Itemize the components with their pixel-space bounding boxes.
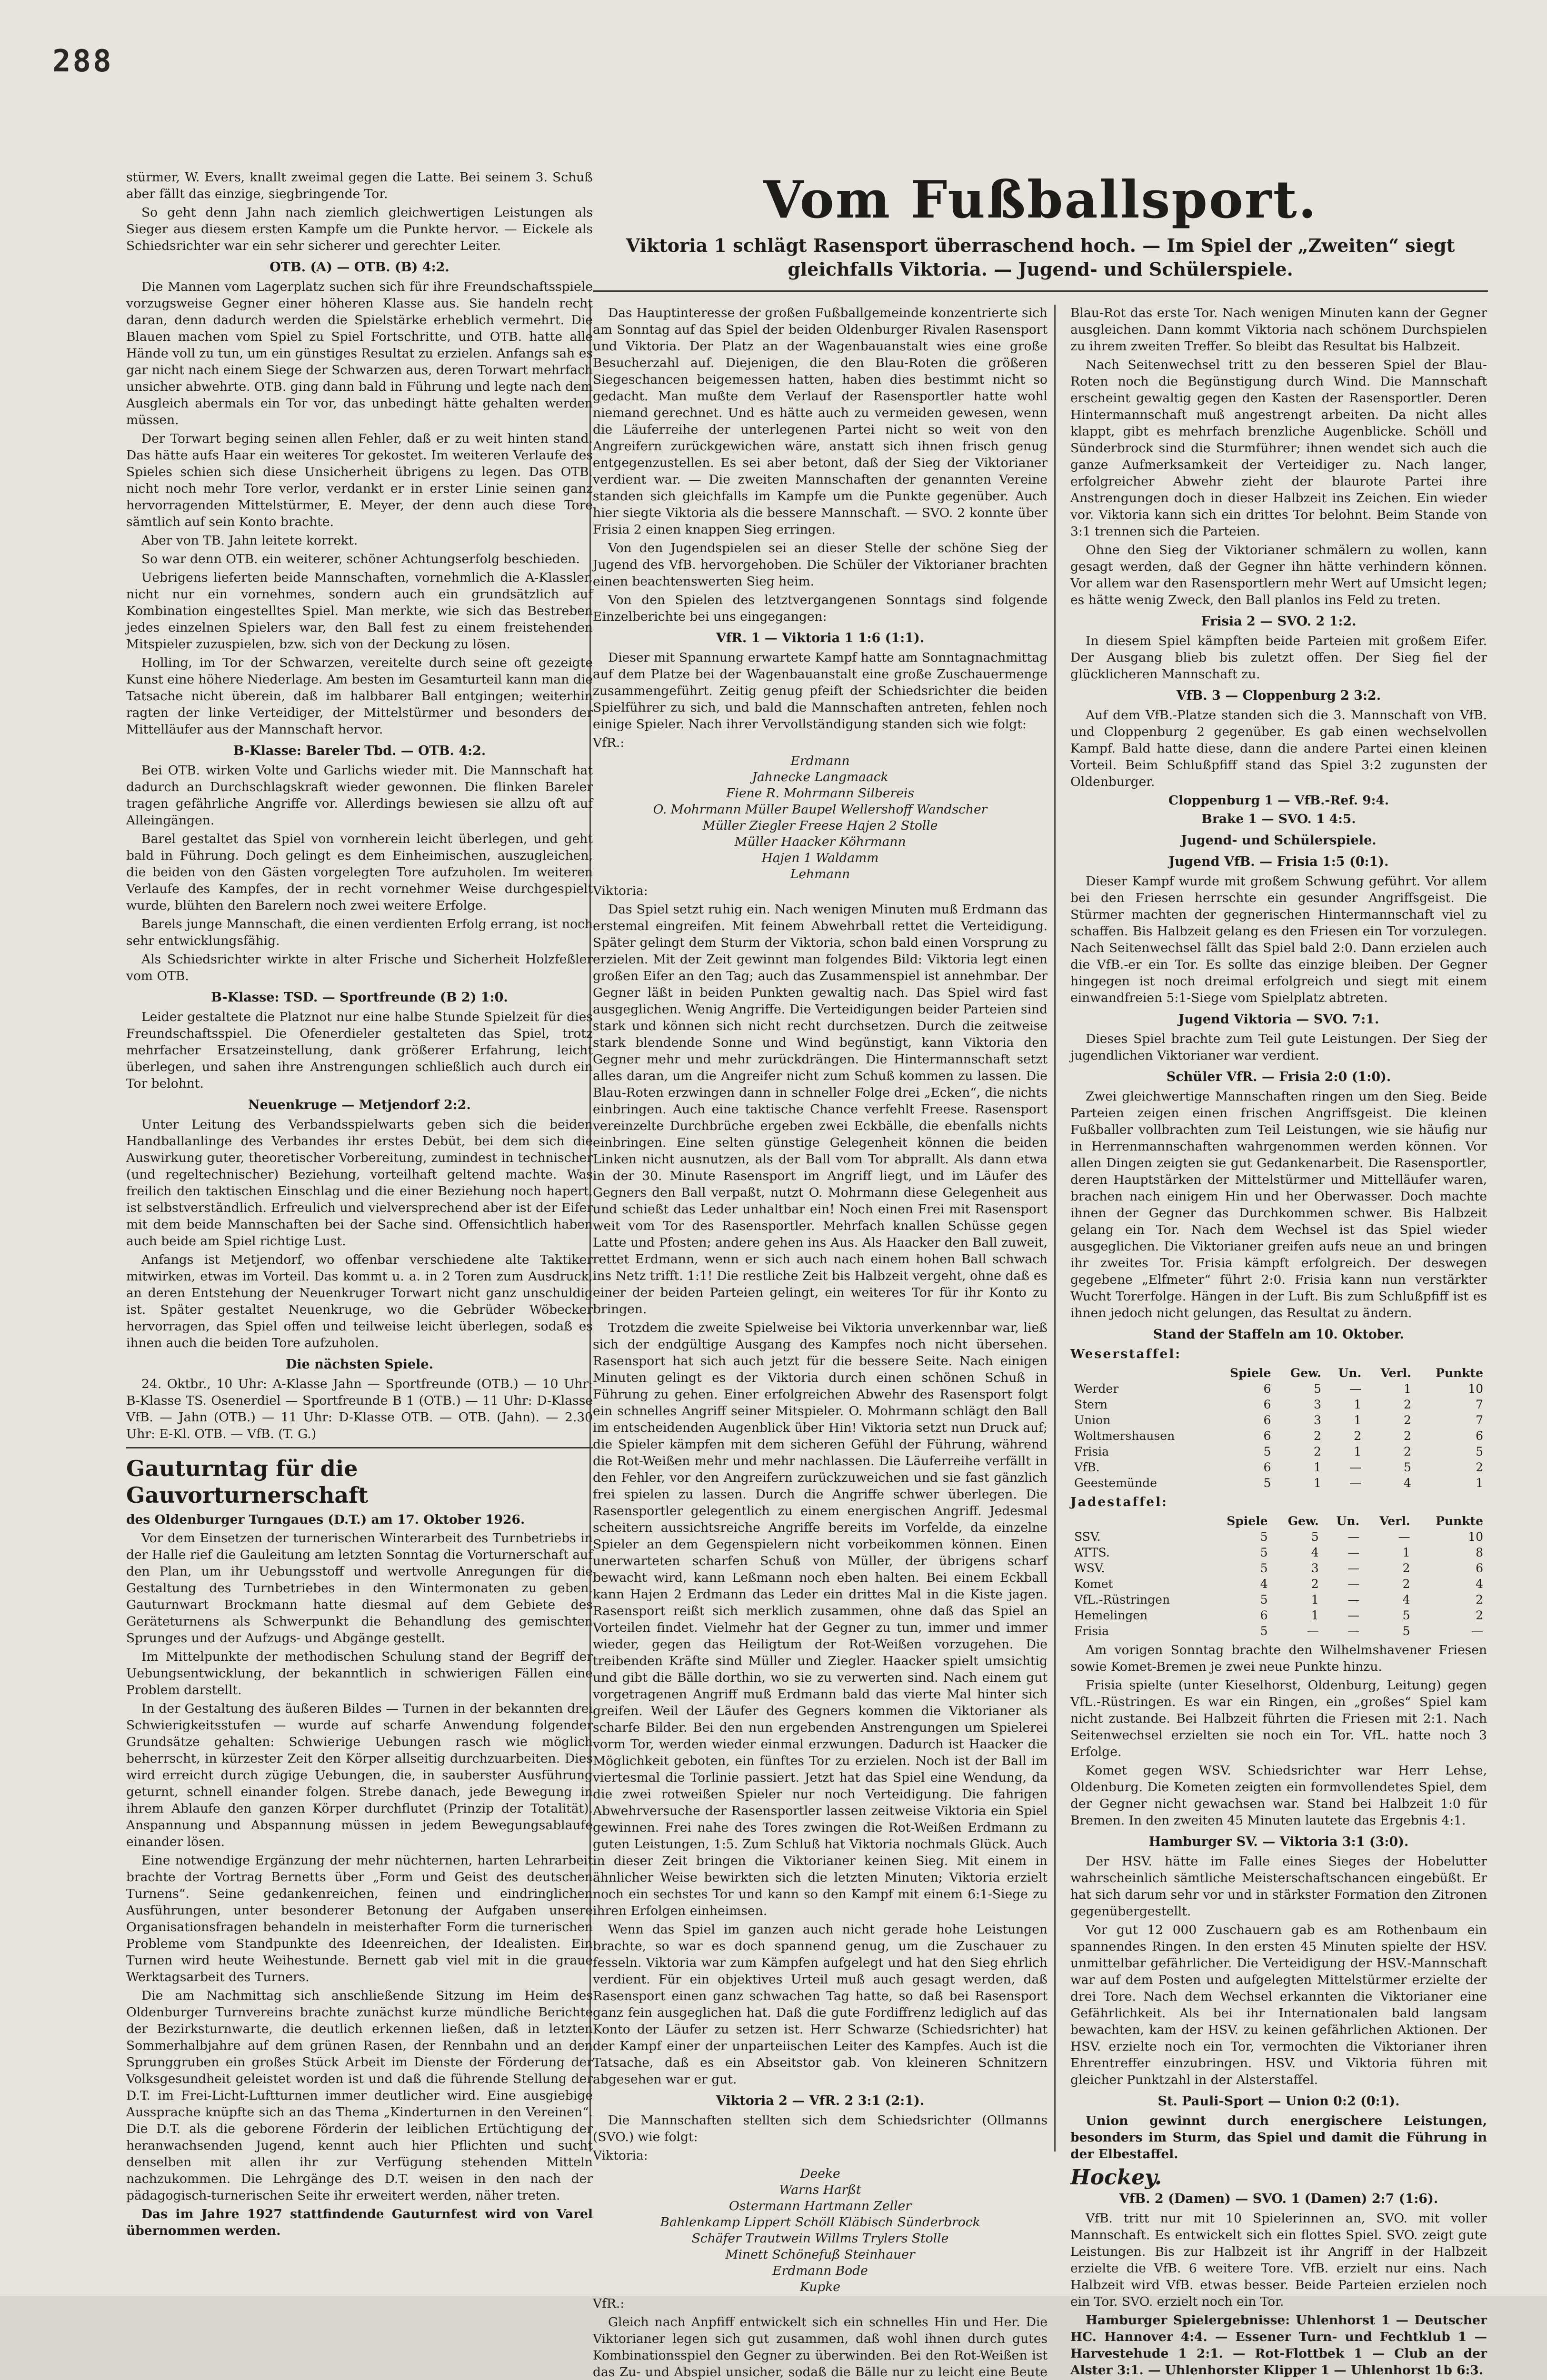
lineup-line: Deeke xyxy=(800,2166,840,2181)
standings-group-label: Weserstaffel: xyxy=(1070,1347,1182,1361)
table-cell: 10 xyxy=(1468,1530,1483,1544)
lineup-label: Viktoria: xyxy=(593,883,648,898)
standings-table-jade xyxy=(1070,1513,1487,1639)
lineup-line: Müller Haacker Köhrmann xyxy=(734,834,906,849)
team-name: Komet xyxy=(1074,1577,1113,1591)
table-cell: 4 xyxy=(1476,1577,1483,1591)
article-paragraph: stürmer, W. Evers, knallt zweimal gegen die Latte. Bei seinem 3. Schuß aber fällt das einzige, siegbringende Tor. xyxy=(126,170,593,201)
hockey-title: Hockey. xyxy=(1070,2165,1162,2190)
match-heading: VfB. 2 (Damen) — SVO. 1 (Damen) 2:7 (1:6). xyxy=(1119,2192,1438,2206)
table-cell: 1 xyxy=(1476,1476,1483,1490)
standings-header-cell: Verl. xyxy=(1380,1366,1411,1380)
article-paragraph: Vor dem Einsetzen der turnerischen Winterarbeit des Turnbetriebs in der Halle rief die Gauleitung am letzten Sonntag die Vorturnerschaft auf den Plan, um ihr Uebungsstoff und wertvolle Anregungen für die Gestaltung des Turnbetriebes in den Wintermonaten zu geben. Gauturnwart Brockmann hatte diesmal auf dem Gebiete des Geräteturnens als Schwerpunkt die Behandlung des gemischten Sprunges und der Aufzugs- und Abgänge gestellt. xyxy=(126,1531,593,1646)
article-paragraph: Dieser mit Spannung erwartete Kampf hatte am Sonntagnachmittag auf dem Platze bei der Wagenbauanstalt eine große Zuschauermenge zusammengeführt. Zeitig genug pfeift der Schiedsrichter die beiden Spielführer zu sich, und bald die Mannschaften antreten, fehlen noch einige Spieler. Nach ihrer Vervollständigung standen sich wie folgt: xyxy=(593,650,1048,732)
article-paragraph: Der Torwart beging seinen allen Fehler, daß er zu weit hinten stand. Das hätte aufs Haar ein weiteres Tor gekostet. Im weiteren Verlaufe des Spieles schien sich diese Unsicherheit übrigens zu legen. Das OTB. nicht noch mehr Tore verlor, verdankt er in erster Linie seinen ganz hervorragenden Mittelstürmer, E. Meyer, der denn auch diese Tore sämtlich auf sein Konto brachte. xyxy=(126,431,593,529)
standings-header-cell: Un. xyxy=(1336,1514,1360,1528)
column-left xyxy=(126,169,593,2241)
table-cell: 4 xyxy=(1260,1577,1268,1591)
lineup-line: Hajen 1 Waldamm xyxy=(761,851,879,865)
table-cell: 6 xyxy=(1263,1413,1271,1427)
table-cell: — xyxy=(1347,1608,1360,1622)
article-paragraph: Vor gut 12 000 Zuschauern gab es am Rothenbaum ein spannendes Ringen. In den ersten 45 Minuten spielte der HSV. unmittelbar gefährlicher. Die Verteidigung der HSV.-Mannschaft war auf dem Posten und aufgelegten Mittelstürmer erzielte der drei Tore. Nach dem Wechsel erkannten die Viktorianer eine Gefährlichkeit. Als bei ihr Internationalen bald langsam bewachten, kam der HSV. zu keinen gefährlichen Aktionen. Der HSV. erzielte noch ein Tor, vermochten die Viktorianer ihren Ehrentreffer einzubringen. HSV. und Viktoria führen mit gleicher Punktzahl in der Alsterstaffel. xyxy=(1070,1923,1487,2087)
table-cell: 2 xyxy=(1402,1561,1410,1575)
article-paragraph: VfB. tritt nur mit 10 Spielerinnen an, SVO. mit voller Mannschaft. Es entwickelt sich ein flottes Spiel. SVO. zeigt gute Leistungen. Bis zur Halbzeit ist ihr Angriff in der Halbzeit erzielte die VfB. 6 weitere Tore. VfB. erzielt nur eins. Nach Halbzeit wird VfB. etwas besser. Beide Parteien erzielen noch ein Tor. SVO. erzielt noch ein Tor. xyxy=(1070,2211,1487,2309)
standings-header-cell: Gew. xyxy=(1290,1366,1321,1380)
table-row xyxy=(1070,1475,1487,1491)
masthead-rule xyxy=(593,290,1488,292)
article-paragraph: Barels junge Mannschaft, die einen verdienten Erfolg errang, ist noch sehr entwicklungsfähig. xyxy=(126,917,593,948)
match-heading: Hamburger SV. — Viktoria 3:1 (3:0). xyxy=(1148,1835,1409,1849)
article-subtitle: des Oldenburger Turngaues (D.T.) am 17. Oktober 1926. xyxy=(126,1512,525,1527)
table-cell: 2 xyxy=(1476,1460,1483,1474)
standings-table-weser xyxy=(1070,1365,1487,1491)
article-paragraph: Gleich nach Anpfiff entwickelt sich ein schnelles Hin und Her. Die Viktorianer legen sich gut zusammen, daß wohl ihnen durch gutes Kombinationsspiel den Gegner zu überwinden. Bei den Rot-Weißen ist das Zu- und Abspiel unsicher, sodaß die Bälle nur zu leicht eine Beute xyxy=(593,2315,1048,2380)
article-paragraph: Wenn das Spiel im ganzen auch nicht gerade hohe Leistungen brachte, so war es doch spannend genug, um die Zuschauer zu fesseln. Viktoria war zum Kämpfen aufgelegt und hat den Sieg ehrlich verdient. Für ein objektives Urteil muß auch gesagt werden, daß Rasensport einen ganz schwachen Tag hatte, so daß bei Rasensport ganz fein ausgeglichen hat. Daß die gute Fordiffrenz lediglich auf das Konto der Läufer zu setzen ist. Herr Schwarze (Schiedsrichter) hat der Kampf einer der unparteiischen Leiter des Kampfes. Auch ist die Tatsache, daß es ein Abseitstor gab. Von kleineren Schnitzern abgesehen war er gut. xyxy=(593,1922,1048,2087)
lineup-line: Warns Harßt xyxy=(779,2182,861,2197)
standings-header-cell: Punkte xyxy=(1436,1514,1483,1528)
match-heading: OTB. (A) — OTB. (B) 4:2. xyxy=(269,260,449,275)
lineup-line: Erdmann Bode xyxy=(772,2263,868,2278)
team-name: Frisia xyxy=(1074,1624,1109,1638)
table-cell: 3 xyxy=(1313,1398,1321,1411)
table-cell: — xyxy=(1349,1476,1362,1490)
article-paragraph: Das im Jahre 1927 stattfindende Gauturnfest wird von Varel übernommen werden. xyxy=(126,2207,593,2238)
match-heading: Schüler VfR. — Frisia 2:0 (1:0). xyxy=(1166,1070,1391,1084)
match-heading: Frisia 2 — SVO. 2 1:2. xyxy=(1201,614,1357,629)
table-row xyxy=(1070,1529,1487,1545)
table-cell: 2 xyxy=(1354,1429,1362,1443)
team-name: ATTS. xyxy=(1074,1546,1110,1559)
article-paragraph: Das Spiel setzt ruhig ein. Nach wenigen Minuten muß Erdmann das erstemal eingreifen. Mit feinem Abwehrball rettet die Verteidigung. Später gelingt dem Sturm der Viktoria, schon bald einen Vorsprung zu erzielen. Mit der Zeit gewinnt man folgendes Bild: Viktoria legt einen großen Eifer an den Tag; auch das Zusammenspiel ist annehmbar. Der Gegner läßt in beiden Punkten gewaltig nach. Das Spiel wird fast ausgeglichen. Wenig Angriffe. Die Verteidigungen beider Parteien sind stark und können sich nicht recht durchsetzen. Durch die zeitweise stark blendende Sonne und Wind begünstigt, kann Viktoria den Gegner mehr und mehr zurückdrängen. Die Hintermannschaft setzt alles daran, um die Angreifer nicht zum Schuß kommen zu lassen. Die Blau-Roten erzwingen dann in schneller Folge drei „Ecken“, die nichts einbringen. Auch eine taktische Chance verfehlt Freese. Rasensport vereinzelte Durchbrüche ergeben zwei Eckbälle, die ebenfalls nichts einbringen. Eine selten günstige Gelegenheit können die beiden Linken nicht ausnutzen, als der Ball vom Tor abprallt. Als dann etwa in der 30. Minute Rasensport im Angriff liegt, und im Läufer des Gegners den Ball verpaßt, nutzt O. Mohrmann diese Gelegenheit aus und schießt das Leder unhaltbar ein! Noch einen Frei mit Rasensport weit vom Tor des Rasensportler. Mehrfach knallen Schüsse gegen Latte und Pfosten; andere gehen ins Aus. Als Haacker den Ball zuweit, rettet Erdmann, wenn er sich auch nach einem hohen Ball schwach ins Netz trifft. 1:1! Die restliche Zeit bis Halbzeit vergeht, ohne daß es einer der beiden Parteien gelingt, ein weiteres Tor für ihr Konto zu bringen. xyxy=(593,902,1048,1317)
table-cell: 2 xyxy=(1313,1445,1321,1458)
table-cell: — xyxy=(1349,1382,1362,1396)
lineup-line: Müller Ziegler Freese Hajen 2 Stolle xyxy=(702,818,938,833)
match-heading: VfR. 1 — Viktoria 1 1:6 (1:1). xyxy=(716,631,925,645)
lineup-line: Lehmann xyxy=(790,867,850,882)
table-cell: — xyxy=(1347,1546,1360,1559)
match-heading: B-Klasse: TSD. — Sportfreunde (B 2) 1:0. xyxy=(211,990,508,1005)
table-cell: 5 xyxy=(1311,1530,1319,1544)
table-cell: 5 xyxy=(1260,1593,1268,1606)
lineup-line: Ostermann Hartmann Zeller xyxy=(729,2199,911,2213)
table-cell: 1 xyxy=(1403,1382,1411,1396)
article-paragraph: Das Hauptinteresse der großen Fußballgemeinde konzentrierte sich am Sonntag auf das Spiel der beiden Oldenburger Rivalen Rasensport und Viktoria. Der Platz an der Wagenbauanstalt wies eine große Besucherzahl auf. Diejenigen, die den Blau-Roten die größeren Siegeschancen beigemessen hatten, haben dies bestimmt nicht so gedacht. Man mußte dem Verlauf der Rasensportler hatte wohl niemand gerechnet. Und es hätte auch zu vermeiden gewesen, wenn die Läuferreihe der unterlegenen Partei nicht so weit von den Angreifern zurückgewichen wäre, anstatt sich ihnen frisch genug entgegenzustellen. Es sei aber betont, daß der Sieg der Viktorianer verdient war. — Die zweiten Mannschaften der genannten Vereine standen sich gleichfalls im Kampfe um die Punkte gegenüber. Auch hier siegte Viktoria als die bessere Mannschaft. — SVO. 2 konnte über Frisia 2 einen knappen Sieg erringen. xyxy=(593,306,1048,537)
table-row xyxy=(1070,1444,1487,1459)
team-name: VfL.-Rüstringen xyxy=(1074,1593,1170,1606)
standings-header-cell: Un. xyxy=(1338,1366,1362,1380)
table-cell: 6 xyxy=(1476,1429,1483,1443)
article-paragraph: Dieser Kampf wurde mit großem Schwung geführt. Vor allem bei den Friesen herrschte ein gesunder Angriffsgeist. Die Stürmer machten der gegnerischen Hintermannschaft viel zu schaffen. Bis Halbzeit gelang es den Friesen ein Tor vorzulegen. Nach Seitenwechsel fällt das Spiel bald 2:0. Dann erzielen auch die VfB.-er ein Tor. Es sollte das einzige bleiben. Der Gegner hingegen ist noch dreimal erfolgreich und siegt mit einem einwandfreien 5:1-Siege vom Spielplatz abtreten. xyxy=(1070,874,1487,1005)
lineup-line: Minett Schönefuß Steinhauer xyxy=(725,2247,915,2262)
table-cell: 1 xyxy=(1354,1398,1362,1411)
result-line: Cloppenburg 1 — VfB.-Ref. 9:4. xyxy=(1168,793,1389,808)
lineup-block xyxy=(593,753,1048,883)
table-cell: 5 xyxy=(1402,1608,1410,1622)
standings-header-cell: Punkte xyxy=(1436,1366,1483,1380)
article-paragraph: Von den Jugendspielen sei an dieser Stelle der schöne Sieg der Jugend des VfB. hervorgehoben. Die Schüler der Viktorianer brachten einen beachtenswerten Sieg heim. xyxy=(593,541,1048,589)
team-name: Werder xyxy=(1074,1382,1119,1396)
table-cell: 6 xyxy=(1263,1398,1271,1411)
table-cell: 1 xyxy=(1313,1460,1321,1474)
table-cell: 5 xyxy=(1263,1476,1271,1490)
table-cell: 5 xyxy=(1313,1382,1321,1396)
table-cell: 1 xyxy=(1311,1608,1319,1622)
article-paragraph: Aber von TB. Jahn leitete korrekt. xyxy=(141,533,358,548)
team-name: VfB. xyxy=(1074,1460,1100,1474)
table-row xyxy=(1070,1592,1487,1607)
result-line: Brake 1 — SVO. 1 4:5. xyxy=(1201,812,1356,826)
team-name: Stern xyxy=(1074,1398,1108,1411)
match-heading: Viktoria 2 — VfR. 2 3:1 (2:1). xyxy=(716,2093,925,2108)
table-row xyxy=(1070,1397,1487,1412)
article-paragraph: Holling, im Tor der Schwarzen, vereitelte durch seine oft gezeigte Kunst eine höhere Niederlage. Am besten im Gesamturteil kann man die Tatsache nicht überein, daß im halbbarer Ball entgingen; weiterhin ragten der linke Verteidiger, der Mittelstürmer und besonders der Mittelläufer aus der Mannschaft hervor. xyxy=(126,655,593,737)
article-paragraph: Die Mannen vom Lagerplatz suchen sich für ihre Freundschaftsspiele vorzugsweise Gegner einer höheren Klasse aus. Sie handeln recht daran, denn dadurch werden die Spielstärke erheblich vermehrt. Die Blauen machen vom Spiel zu Spiel Fortschritte, und OTB. hatte alle Hände voll zu tun, um ein günstiges Resultat zu erzielen. Anfangs sah es gar nicht nach einem Siege der Schwarzen aus, deren Torwart mehrfach unsicher abwehrte. OTB. ging dann bald in Führung und legte nach dem Ausgleich abermals ein Tor vor, das unbedingt hätte gehalten werden müssen. xyxy=(126,279,593,427)
table-cell: — xyxy=(1471,1624,1483,1638)
table-cell: 1 xyxy=(1313,1476,1321,1490)
article-paragraph: So geht denn Jahn nach ziemlich gleichwertigen Leistungen als Sieger aus diesem ersten Kampfe um die Punkte hervor. — Eickele als Schiedsrichter war ein sehr sicherer und gerechter Leiter. xyxy=(126,205,593,253)
match-heading: Neuenkruge — Metjendorf 2:2. xyxy=(248,1098,471,1112)
table-row xyxy=(1070,1545,1487,1560)
lineup-label: Viktoria: xyxy=(593,2148,648,2163)
article-paragraph: Komet gegen WSV. Schiedsrichter war Herr Lehse, Oldenburg. Die Kometen zeigten ein formvollendetes Spiel, dem der Gegner nicht gewachsen war. Stand bei Halbzeit 1:0 für Bremen. In den zweiten 45 Minuten lautete das Ergebnis 4:1. xyxy=(1070,1763,1487,1828)
table-cell: 6 xyxy=(1263,1460,1271,1474)
masthead-subtitle: Viktoria 1 schlägt Rasensport überraschend hoch. — Im Spiel der „Zweiten“ siegt gleichfalls Viktoria. — Jugend- und Schülerspiele. xyxy=(626,235,1455,280)
table-cell: 4 xyxy=(1402,1593,1410,1606)
article-paragraph: Zwei gleichwertige Mannschaften ringen um den Sieg. Beide Parteien zeigen einen frischen Angriffsgeist. Die kleinen Fußballer vollbrachten zum Teil Leistungen, wie sie häufig nur in Herrenmannschaften wahrgenommen werden können. Vor allen Dingen zeigten sie gut Gedankenarbeit. Die Rasensportler, deren Hauptstärken der Mittelstürmer und Mittelläufer waren, brachen nach einigem Hin und her Oberwasser. Doch machte ihnen der Gegner das Durchkommen schwer. Bis Halbzeit gelang ein Tor. Nach dem Wechsel ist das Spiel wieder ausgeglichen. Die Viktorianer greifen aufs neue an und bringen ihr zweites Tor. Frisia kämpft erfolgreich. Der deswegen gegebene „Elfmeter“ führt 2:0. Frisia kann nun verstärkter Wucht Torerfolge. Hängen in der Luft. Bis zum Schlußpfiff ist es ihnen jedoch nicht gelungen, das Resultat zu ändern. xyxy=(1070,1089,1487,1320)
article-paragraph: Eine notwendige Ergänzung der mehr nüchternen, harten Lehrarbeit brachte der Vortrag Bernetts über „Form und Geist des deutschen Turnens“. Seine gedankenreichen, feinen und eindringlichen Ausführungen, unter besonderer Betonung der Aufgaben unsere Organisationsfragen behandeln in meisterhafter Form die turnerischen Probleme vom Standpunkte des Ideenreichen, der Idealisten. Ein Turnen wird heute Weihestunde. Bernett gab viel mit in die graue Werktagsarbeit des Turners. xyxy=(126,1853,593,1984)
lineup-line: Fiene R. Mohrmann Silbereis xyxy=(726,786,914,801)
team-name: SSV. xyxy=(1074,1530,1101,1544)
standings-header-team xyxy=(1070,1513,1207,1529)
article-paragraph: 24. Oktbr., 10 Uhr: A-Klasse Jahn — Sportfreunde (OTB.) — 10 Uhr: B-Klasse TS. Osenerdiel — Sportfreunde B 1 (OTB.) — 11 Uhr: D-Klasse VfB. — Jahn (OTB.) — 11 Uhr: D-Klasse OTB. — OTB. (Jahn). — 2.30 Uhr: E-Kl. OTB. — VfB. (T. G.) xyxy=(126,1377,593,1441)
standings-header-cell: Spiele xyxy=(1230,1366,1271,1380)
table-cell: — xyxy=(1398,1530,1410,1544)
standings-heading: Stand der Staffeln am 10. Oktober. xyxy=(1153,1327,1404,1342)
section-heading: Jugend- und Schülerspiele. xyxy=(1181,833,1377,848)
article-paragraph: Anfangs ist Metjendorf, wo offenbar verschiedene alte Taktiker mitwirken, etwas im Vorteil. Das kommt u. a. in 2 Toren zum Ausdruck, an deren Entstehung der Neuenkruger Torwart nicht ganz unschuldig ist. Später gestaltet Neuenkruge, wo die Gebrüder Wöbecker hervorragen, das Spiel offen und teilweise leicht überlegen, sodaß es ihnen auch die beiden Tore aufzuholen. xyxy=(126,1252,593,1350)
table-row xyxy=(1070,1428,1487,1444)
table-cell: 2 xyxy=(1403,1429,1411,1443)
team-name: Woltmershausen xyxy=(1074,1429,1175,1443)
article-paragraph: Hamburger Spielergebnisse: Uhlenhorst 1 — Deutscher HC. Hannover 4:4. — Essener Turn- und Fechtklub 1 — Harvestehude 1 2:1. — Rot-Flottbek 1 — Club an der Alster 3:1. — Uhlenhorster Klipper 1 — Uhlenhorst 1b 6:3. xyxy=(1070,2313,1487,2378)
table-cell: 1 xyxy=(1402,1546,1410,1559)
table-cell: 2 xyxy=(1403,1445,1411,1458)
table-cell: 2 xyxy=(1476,1608,1483,1622)
table-cell: 4 xyxy=(1403,1476,1411,1490)
table-cell: — xyxy=(1347,1624,1360,1638)
table-cell: 6 xyxy=(1476,1561,1483,1575)
table-cell: — xyxy=(1347,1593,1360,1606)
table-cell: — xyxy=(1307,1624,1319,1638)
table-cell: — xyxy=(1347,1577,1360,1591)
article-paragraph: Der HSV. hätte im Falle eines Sieges der Hobelutter wahrscheinlich sämtliche Meisterschaftschancen eingebüßt. Er hat sich darum sehr vor und in stärkster Formation den Zitronen gegenübergestellt. xyxy=(1070,1854,1487,1919)
table-cell: 6 xyxy=(1260,1608,1268,1622)
standings-header-cell: Gew. xyxy=(1288,1514,1319,1528)
standings-body xyxy=(1070,1381,1487,1491)
lineup-line: Erdmann xyxy=(790,754,850,768)
table-cell: — xyxy=(1349,1460,1362,1474)
table-cell: 3 xyxy=(1311,1561,1319,1575)
lineup-label: VfR.: xyxy=(593,2296,625,2311)
match-heading: Jugend VfB. — Frisia 1:5 (0:1). xyxy=(1168,854,1389,869)
standings-header-row xyxy=(1070,1365,1487,1381)
table-cell: 2 xyxy=(1403,1398,1411,1411)
column-rule xyxy=(1054,305,1056,2152)
article-paragraph: Bei OTB. wirken Volte und Garlichs wieder mit. Die Mannschaft hat dadurch an Durchschlagskraft wieder gewonnen. Die flinken Bareler tragen gefährliche Angriffe vor. Allerdings bewiesen sie allzu oft auf Alleingängen. xyxy=(126,763,593,828)
standings-header-cell: Spiele xyxy=(1227,1514,1268,1528)
table-cell: 5 xyxy=(1263,1445,1271,1458)
article-paragraph: Blau-Rot das erste Tor. Nach wenigen Minuten kann der Gegner ausgleichen. Dann kommt Viktoria nach schönem Durchspielen zu ihrem zweiten Treffer. So bleibt das Resultat bis Halbzeit. xyxy=(1070,306,1487,354)
lineup-block xyxy=(593,2166,1048,2295)
article-paragraph: So war denn OTB. ein weiterer, schöner Achtungserfolg beschieden. xyxy=(141,552,580,566)
table-cell: 5 xyxy=(1260,1546,1268,1559)
lineup-line: O. Mohrmann Müller Baupel Wellershoff Wandscher xyxy=(653,802,988,817)
team-name: WSV. xyxy=(1074,1561,1105,1575)
lineup-line: Bahlenkamp Lippert Schöll Kläbisch Sünderbrock xyxy=(660,2215,980,2230)
table-row xyxy=(1070,1623,1487,1639)
table-cell: 2 xyxy=(1313,1429,1321,1443)
lineup-line: Jahnecke Langmaack xyxy=(752,770,888,784)
section-rule xyxy=(126,1447,593,1448)
article-paragraph: Unter Leitung des Verbandsspielwarts geben sich die beiden Handballanlinge des Verbandes ihr erstes Debüt, bei dem sich die Auswirkung guter, theoretischer Vorbereitung, zumindest in technischer (und regeltechnischer) Beziehung, vorteilhaft geltend machte. Was freilich den taktischen Einschlag und die einer Beziehung noch hapert, ist selbstverständlich. Erfreulich und vielversprechend aber ist der Eifer mit dem beide Mannschaften bei der Sache sind. Offensichtlich haben auch beide am Spiel richtige Lust. xyxy=(126,1117,593,1249)
table-cell: 10 xyxy=(1468,1382,1483,1396)
table-cell: 8 xyxy=(1476,1546,1483,1559)
match-heading: VfB. 3 — Cloppenburg 2 3:2. xyxy=(1176,688,1381,703)
table-cell: 2 xyxy=(1402,1577,1410,1591)
table-cell: 3 xyxy=(1313,1413,1321,1427)
article-paragraph: Nach Seitenwechsel tritt zu den besseren Spiel der Blau-Roten noch die Begünstigung durch Wind. Die Mannschaft erscheint gewaltig gegen den Kasten der Rasensportler. Deren Hintermannschaft muß angestrengt arbeiten. Da nicht alles klappt, gibt es mehrfach brenzliche Augenblicke. Schöll und Sünderbrock sind die Sturmführer; ihnen wendet sich auch die ganze Aufmerksamkeit der Verteidiger zu. Nach langer, erfolgreicher Abwehr zieht der blaurote Partei ihre Anstrengungen doch in dieser Halbzeit ins Zeichen. Ein wieder vor. Viktoria kann sich ein drittes Tor belohnt. Beim Stande von 3:1 trennen sich die Parteien. xyxy=(1070,357,1487,539)
table-cell: 5 xyxy=(1260,1530,1268,1544)
table-cell: 5 xyxy=(1403,1460,1411,1474)
table-row xyxy=(1070,1576,1487,1592)
article-paragraph: Auf dem VfB.-Platze standen sich die 3. Mannschaft von VfB. und Cloppenburg 2 gegenüber. Es gab einen wechselvollen Kampf. Bald hatte diese, dann die andere Partei einen kleinen Vorteil. Beim Schlußpfiff stand das Spiel 3:2 zugunsten der Oldenburger. xyxy=(1070,708,1487,789)
table-cell: 2 xyxy=(1403,1413,1411,1427)
page-number: 288 xyxy=(52,44,113,79)
masthead xyxy=(593,169,1488,281)
standings-header-row xyxy=(1070,1513,1487,1529)
table-cell: 4 xyxy=(1311,1546,1319,1559)
article-paragraph: Trotzdem die zweite Spielweise bei Viktoria unverkennbar war, ließ sich der endgültige Ausgang des Kampfes noch nicht übersehen. Rasensport hat sich auch jetzt für die bessere Seite. Nach einigen Minuten gelingt es der Viktoria durch einen schönen Schuß in Führung zu gehen. Einer erfolgreichen Abwehr des Rasensport folgt ein schnelles Angriff seiner Mitspieler. O. Mohrmann schlägt den Ball im entscheidenden Augenblick über Hin! Viktoria setzt nun Druck auf; die Spieler kämpfen mit dem sicheren Gefühl der Führung, während die Rot-Weißen mehr und mehr nachlassen. Die Läuferreihe verfällt in den Fehler, vor den Angreifern zurückzuweichen und sie fast gänzlich frei spielen zu lassen. Durch die Angriffe schwer überlegen. Die Rasensportler gelegentlich zu einem energischen Angriff. Jedesmal scheitern aussichtsreiche Angriffe bereits im Vorfelde, da einzelne Spieler an dem Gegenspielern nicht vorbeikommen können. Einen unerwarteten scharfen Schuß von Müller, der übrigens scharf bewacht wird, kann Leßmann noch eben halten. Bei einem Eckball kann Hajen 2 Erdmann das Leder ein drittes Mal in die Kiste jagen. Rasensport reißt sich merklich zusammen, ohne daß das Spiel an Vorteilen findet. Vielmehr hat der Gegner zu tun, immer und immer wieder, gegen das Heiligtum der Rot-Weißen vorzugehen. Die treibenden Kräfte sind Müller und Ziegler. Haacker spielt umsichtig und gibt die Bälle dorthin, wo sie zu verwerten sind. Nach einem gut vorgetragenen Angriff muß Erdmann bald das vierte Mal hinter sich greifen. Weil der Läufer des Gegners kommen die Viktorianer als scharfe Bilder. Bei den nun ergebenden Anstrengungen um Spielerei vorm Tor, werden wieder einmal erzwungen. Dadurch ist Haacker die Möglichkeit geboten, ein fünftes Tor zu erzielen. Noch ist der Ball im viertesmal die Torlinie passiert. Jetzt hat das Spiel eine Wendung, da die zwei rotweißen Spieler nur noch Verteidigung. Die fahrigen Abwehrversuche der Rasensportler lassen zeitweise Viktoria ein Spiel gewinnen. Frei nahe des Tores zwingen die Rot-Weißen Erdmann zu guten Leistungen, 1:5. Zum Schluß hat Viktoria nochmals Glück. Auch in dieser Zeit bringen die Viktorianer keinen Sieg. Mit einem in ähnlicher Weise bewirkten sich die letzten Minuten; Viktoria erzielt noch ein sechstes Tor und kann so den Kampf mit einem 6:1-Siege zu ihren Erfolgen einheimsen. xyxy=(593,1320,1048,1918)
standings-header-cell: Verl. xyxy=(1379,1514,1410,1528)
table-cell: 5 xyxy=(1260,1561,1268,1575)
masthead-title: Vom Fußballsport. xyxy=(763,170,1318,230)
match-heading: St. Pauli-Sport — Union 0:2 (0:1). xyxy=(1158,2094,1400,2109)
article-paragraph: Barel gestaltet das Spiel von vornherein leicht überlegen, und geht bald in Führung. Doch gelingt es dem Einheimischen, auszugleichen, die beiden von den Gästen vorgelegten Tore aufzuholen. Im weiteren Verlaufe des Kampfes, der in recht vornehmer Weise durchgespielt wurde, blühten den Barelern noch zwei weitere Erfolge. xyxy=(126,832,593,913)
column-middle xyxy=(593,305,1048,2380)
table-cell: — xyxy=(1347,1561,1360,1575)
article-paragraph: In der Gestaltung des äußeren Bildes — Turnen in der bekannten drei Schwierigkeitsstufen — wurde auf scharfe Anwendung folgender Grundsätze gehalten: Schwierige Uebungen rasch wie möglich beherrscht, in kürzester Zeit den Körper allseitig durchzuarbeiten. Dies wird erreicht durch zügige Uebungen, die, in sauberster Ausführung geturnt, schnell einander folgen. Strebe danach, jede Bewegung in ihrem Ablaufe den ganzen Körper durchflutet (Prinzip der Totalität). Anspannung und Abspannung müssen in jedem Bewegungsablaufe einander lösen. xyxy=(126,1701,593,1849)
article-paragraph: Leider gestaltete die Platznot nur eine halbe Stunde Spielzeit für dies Freundschaftsspiel. Die Ofenerdieler gestalteten das Spiel, trotz mehrfacher Ersatzeinstellung, dank größerer Erfahrung, leicht überlegen, und sahen ihre Anstrengungen schließlich auch durch ein Tor belohnt. xyxy=(126,1010,593,1091)
lineup-line: Kupke xyxy=(800,2280,840,2294)
article-title: Gauturntag für die Gauvorturnerschaft xyxy=(126,1456,369,1508)
table-row xyxy=(1070,1607,1487,1623)
article-paragraph: Als Schiedsrichter wirkte in alter Frische und Sicherheit Holzfeßler vom OTB. xyxy=(126,952,593,983)
standings-group-label: Jadestaffel: xyxy=(1070,1495,1168,1509)
standings-body xyxy=(1070,1529,1487,1639)
article-paragraph: Dieses Spiel brachte zum Teil gute Leistungen. Der Sieg der jugendlichen Viktorianer war verdient. xyxy=(1070,1031,1487,1063)
match-heading: Jugend Viktoria — SVO. 7:1. xyxy=(1178,1012,1379,1027)
lineup-line: Schäfer Trautwein Willms Trylers Stolle xyxy=(691,2231,949,2246)
table-cell: 7 xyxy=(1476,1413,1483,1427)
table-cell: — xyxy=(1347,1530,1360,1544)
table-cell: 1 xyxy=(1354,1413,1362,1427)
article-paragraph: Die Mannschaften stellten sich dem Schiedsrichter (Ollmanns (SVO.) wie folgt: xyxy=(593,2113,1048,2144)
match-heading: B-Klasse: Bareler Tbd. — OTB. 4:2. xyxy=(233,744,486,758)
table-cell: 2 xyxy=(1476,1593,1483,1606)
table-cell: 5 xyxy=(1260,1624,1268,1638)
team-name: Hemelingen xyxy=(1074,1608,1148,1622)
article-paragraph: Von den Spielen des letztvergangenen Sonntags sind folgende Einzelberichte bei uns eingegangen: xyxy=(593,593,1048,624)
table-cell: 5 xyxy=(1476,1445,1483,1458)
table-row xyxy=(1070,1412,1487,1428)
article-paragraph: Frisia spielte (unter Kieselhorst, Oldenburg, Leitung) gegen VfL.-Rüstringen. Es war ein Ringen, ein „großes“ Spiel kam nicht zustande. Bei Halbzeit führten die Friesen mit 2:1. Nach Seitenwechsel erzielten sie noch ein Tor. VfL. hatte noch 3 Erfolge. xyxy=(1070,1678,1487,1759)
table-cell: 1 xyxy=(1311,1593,1319,1606)
team-name: Geestemünde xyxy=(1074,1476,1157,1490)
article-paragraph: Uebrigens lieferten beide Mannschaften, vornehmlich die A-Klassler, nicht nur ein vornehmes, sondern auch ein grundsätzlich auf Kombination eingestelltes Spiel. Man merkte, wie sich das Bestreben jedes einzelnen Spielers war, den Ball fest zu einem freistehenden Mitspieler zuzuspielen, bzw. sich von der Deckung zu lösen. xyxy=(126,570,593,652)
table-cell: 6 xyxy=(1263,1429,1271,1443)
column-right xyxy=(1070,305,1487,2380)
article-paragraph: Union gewinnt durch energischere Leistungen, besonders im Sturm, das Spiel und damit die Führung in der Elbestaffel. xyxy=(1070,2113,1487,2162)
table-cell: 2 xyxy=(1311,1577,1319,1591)
table-row xyxy=(1070,1459,1487,1475)
lineup-label: VfR.: xyxy=(593,735,625,750)
article-paragraph: Am vorigen Sonntag brachte den Wilhelmshavener Friesen sowie Komet-Bremen je zwei neue Punkte hinzu. xyxy=(1070,1643,1487,1674)
article-paragraph: In diesem Spiel kämpften beide Parteien mit großem Eifer. Der Ausgang blieb bis zuletzt offen. Der Sieg fiel der glücklicheren Mannschaft zu. xyxy=(1070,634,1487,682)
article-paragraph: Im Mittelpunkte der methodischen Schulung stand der Begriff der Uebungsentwicklung, der bekanntlich in schwierigen Fällen eine Problem darstellt. xyxy=(126,1649,593,1697)
team-name: Union xyxy=(1074,1413,1111,1427)
table-cell: 5 xyxy=(1402,1624,1410,1638)
table-cell: 1 xyxy=(1354,1445,1362,1458)
article-paragraph: Die am Nachmittag sich anschließende Sitzung im Heim des Oldenburger Turnvereins brachte zunächst kurze mündliche Berichte der Bezirksturnwarte, die deutlich erkennen ließen, daß in letzten Sommerhalbjahre auf dem grünen Rasen, der Rennbahn und an den Sprunggruben ein großes Stück Arbeit im Dienste der Förderung der Volksgesundheit geleistet worden ist und daß die führende Stellung der D.T. im Frei-Licht-Luftturnen immer deutlicher wird. Eine ausgiebige Aussprache knüpfte sich an das Thema „Kinderturnen in den Vereinen“. Die D.T. als die geborene Förderin der leiblichen Ertüchtigung der heranwachsenden Jugend, kennt auch hier Pflichten und sucht denselben mit allen ihr zur Verfügung stehenden Mitteln nachzukommen. Die Lehrgänge des D.T. weisen in den nach der pädagogisch-turnerischen Seite ihr erweitert werden, näher treten. xyxy=(126,1988,593,2203)
table-row xyxy=(1070,1560,1487,1576)
table-cell: 6 xyxy=(1263,1382,1271,1396)
article-paragraph: Ohne den Sieg der Viktorianer schmälern zu wollen, kann gesagt werden, daß der Gegner ihn hätte verhindern können. Vor allem war den Rasensportlern mehr Wert auf Umsicht legen; es hätte wenig Zweck, den Ball planlos ins Feld zu treten. xyxy=(1070,543,1487,607)
standings-header-team xyxy=(1070,1365,1211,1381)
team-name: Frisia xyxy=(1074,1445,1109,1458)
table-cell: 7 xyxy=(1476,1398,1483,1411)
section-heading: Die nächsten Spiele. xyxy=(286,1357,433,1372)
table-row xyxy=(1070,1381,1487,1397)
